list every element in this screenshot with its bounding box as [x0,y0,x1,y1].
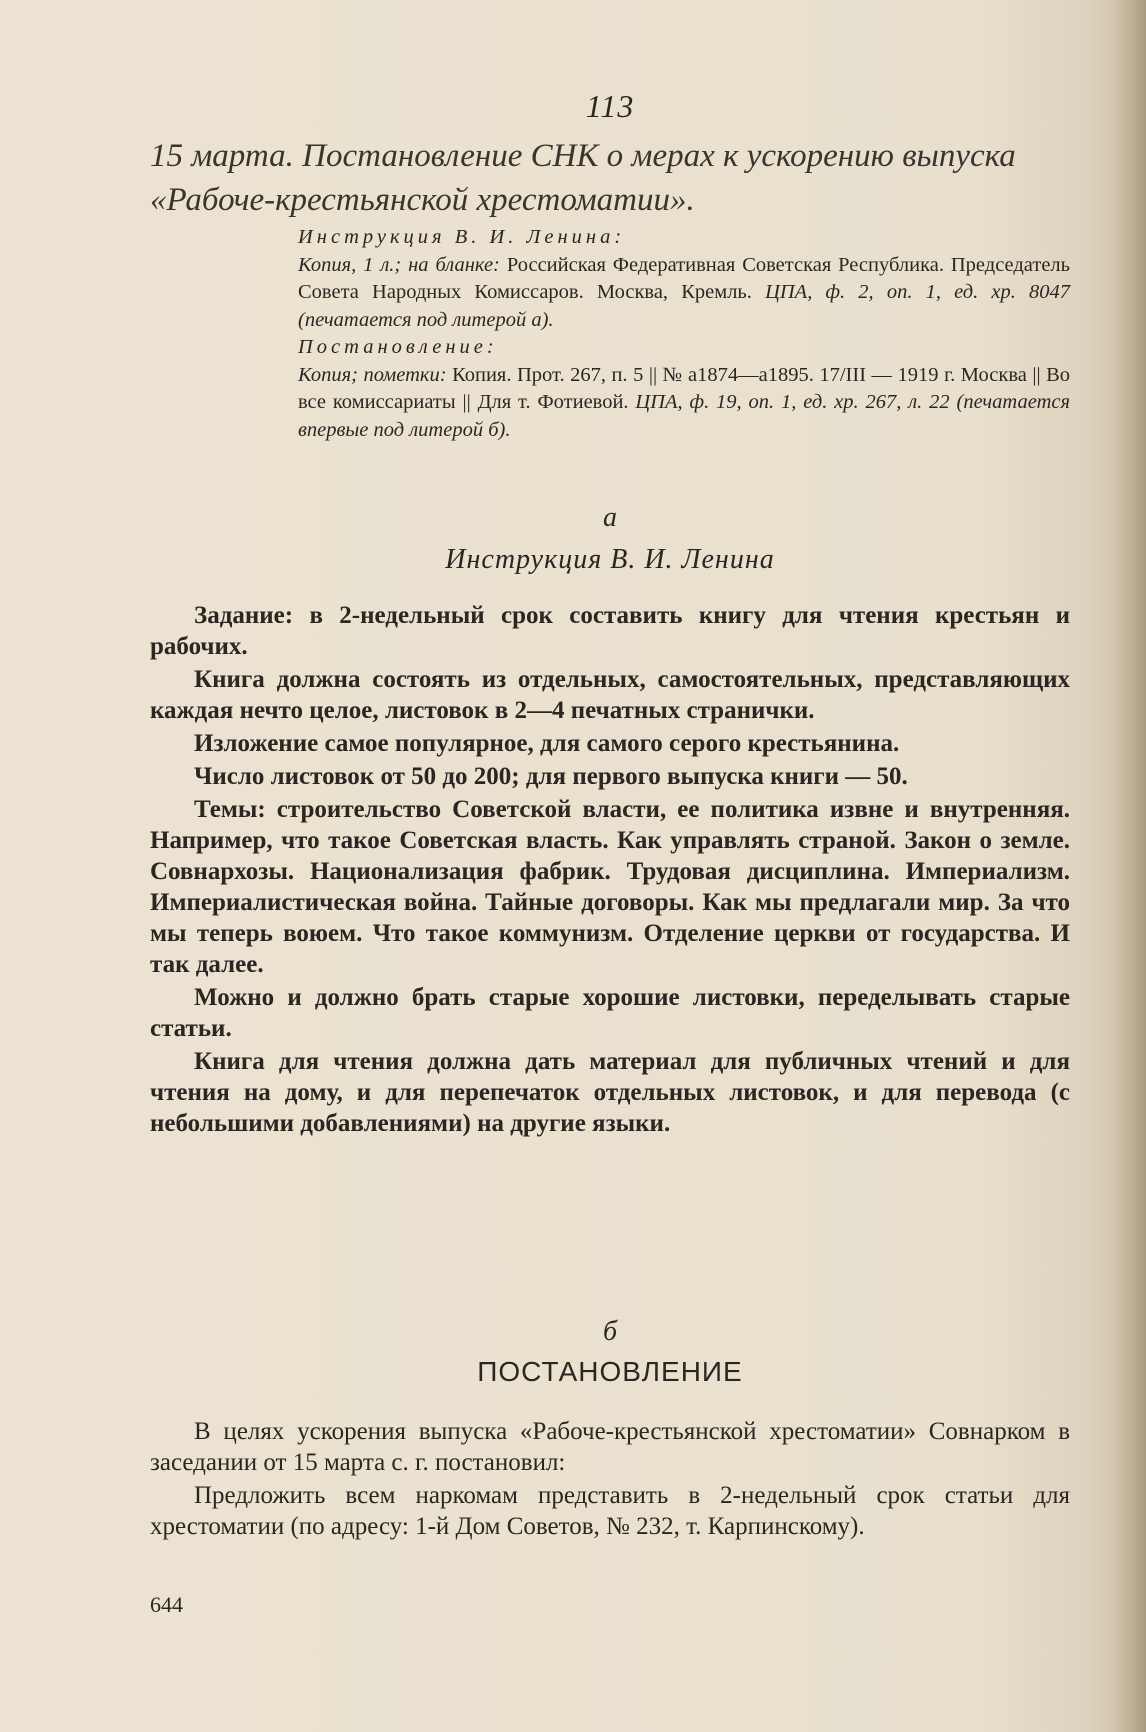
book-spine-shadow [1108,0,1146,1732]
section-a-paragraph: Можно и должно брать старые хорошие листовки, переделывать старые статьи. [150,984,1070,1042]
resolution-source-label: Постановление: [298,336,498,358]
section-b-paragraph: В целях ускорения выпуска «Рабоче-крестьянской хрестоматии» Совнарком в заседании от 15 марта с. г. постановил: [150,1418,1070,1476]
section-a-paragraph: Число листовок от 50 до 200; для первого выпуска книги — 50. [194,763,908,790]
section-b-body [150,1416,1070,1544]
document-title: 15 марта. Постановление СНК о мерах к ускорению выпуска «Рабоче-крестьянской хрестоматии». [150,138,1016,218]
resolution-desc-italic: Копия; пометки: [298,363,447,386]
section-a-body [150,600,1070,1141]
section-a-subtitle: Инструкция В. И. Ленина [445,544,775,575]
source-notes [298,224,1070,444]
instruction-source-label: Инструкция В. И. Ленина: [298,226,626,248]
section-a-paragraph: Книга должна состоять из отдельных, самостоятельных, представляющих каждая нечто целое, листовок в 2—4 печатных странички. [150,666,1070,724]
instruction-desc-italic: Копия, 1 л.; на бланке: [298,253,500,276]
page-number-bottom: 644 [150,1592,183,1617]
section-a-paragraph: Книга для чтения должна дать материал для публичных чтений и для чтения на дому, и для перепечаток отдельных листовок, и для перевода (с небольшими добавлениями) на другие языки. [150,1048,1070,1137]
section-a-letter: а [603,502,617,533]
section-b-heading: ПОСТАНОВЛЕНИЕ [477,1356,743,1387]
section-a-paragraph: Задание: в 2-недельный срок составить книгу для чтения крестьян и рабочих. [150,602,1070,660]
section-a-paragraph: Изложение самое популярное, для самого серого крестьянина. [194,730,900,757]
section-b-paragraph: Предложить всем наркомам представить в 2-недельный срок статьи для хрестоматии (по адресу: 1-й Дом Советов, № 232, т. Карпинскому). [150,1482,1070,1540]
resolution-archive: ЦПА, ф. 19, оп. 1, ед. хр. 267, л. 22 (печатается впервые под литерой б). [298,391,1070,441]
section-b-letter: б [602,1316,618,1347]
instruction-desc-text: Российская Федеративная Советская Республика. Председатель Совета Народных Комиссаров. Москва, Кремль. [298,253,1071,303]
instruction-archive: ЦПА, ф. 2, оп. 1, ед. хр. 8047 (печатается под литерой а). [298,281,1070,331]
page-number-top: 113 [585,88,635,124]
resolution-desc-text: Копия. Прот. 267, п. 5 || № а1874—а1895. 17/III — 1919 г. Москва || Во все комиссариаты || Для т. Фотиевой. [298,363,1071,413]
section-a-paragraph: Темы: строительство Советской власти, ее политика извне и внутренняя. Например, что такое Советская власть. Как управлять страной. Закон о земле. Совнархозы. Национализация фабрик. Трудовая дисциплина. Империализм. Империалистическая война. Тайные договоры. Как мы предлагали мир. За что мы теперь воюем. Что такое коммунизм. Отделение церкви от государства. И так далее. [150,796,1070,978]
